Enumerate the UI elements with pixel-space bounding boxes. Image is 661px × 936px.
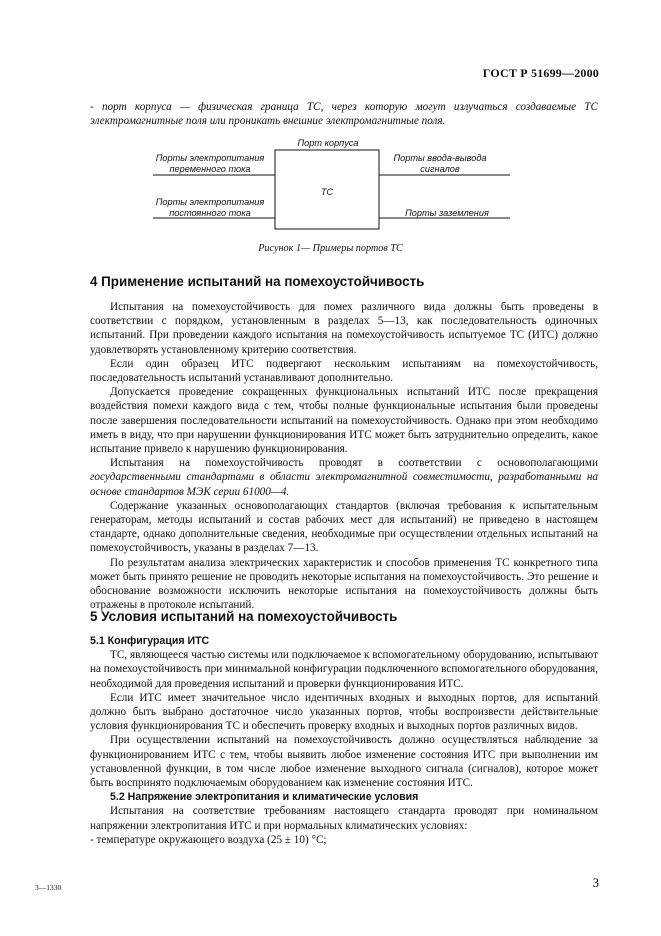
enclosure-port-label: Порт корпуса: [297, 138, 359, 148]
signal-port-label-line1: Порты ввода-вывода: [393, 153, 487, 163]
section-4-paragraph: Содержание указанных основополагающих стандартов (включая требования к испытательным генераторам, методы испытаний и состав рабочих мест для испытаний) не приведено в настоящем стандарте, однако дополнительные сведения, необходимые при осуществлении отдельных испытаний на помехоустойчивость, указаны в разделах 7—13.: [90, 499, 598, 555]
dc-power-label-line1: Порты электропитания: [155, 197, 265, 207]
box-label: ТС: [320, 187, 334, 197]
section-5-paragraph: ТС, являющееся частью системы или подключаемое к вспомогательному оборудованию, испытывают на помехоустойчивость при минимальной конфигурации подключенного вспомогательного оборудования, необходимой для проведения испытаний и проверки функционирования ИТС.: [90, 649, 598, 690]
figure-caption: Рисунок 1— Примеры портов ТС: [258, 243, 403, 254]
section-5-title: 5 Условия испытаний на помехоустойчивость: [90, 609, 398, 624]
section-5-paragraph: При осуществлении испытаний на помехоустойчивость должно осуществляться наблюдение за функционированием ИТС с тем, чтобы выявить любое изменение состояния ИТС при выполнении им установленной функции, в том числе любое изменение выходного сигнала (сигналов), которое может быть воспринято подключаемым оборудованием как изменение состояния ИТС.: [90, 734, 598, 790]
section-4-p4-text: Испытания на помехоустойчивость проводят в соответствии с основополагающими: [110, 457, 598, 470]
section-5-body: [90, 634, 598, 847]
document-header: ГОСТ Р 51699—2000: [482, 66, 599, 80]
section-4-heading: [90, 274, 424, 289]
ports-diagram: [0, 130, 661, 240]
dc-power-label-line2: постоянного тока: [169, 208, 251, 218]
ac-power-label-line2: переменного тока: [169, 164, 251, 174]
section-4-paragraph: Если один образец ИТС подвергают нескольким испытаниям на помехоустойчивость, последовательность испытаний устанавливают дополнительно.: [90, 357, 598, 385]
enclosure-port-definition: - порт корпуса — физическая граница ТС, через которую могут излучаться создаваемые ТС электромагнитные поля или проникать внешние электромагнитные поля.: [90, 101, 598, 128]
section-4-paragraph: [90, 456, 598, 499]
earth-port-label: Порты заземления: [405, 208, 489, 218]
page-number: 3: [592, 876, 599, 890]
section-4-paragraph: Допускается проведение сокращенных функциональных испытаний ИТС после прекращения воздействия помехи каждого вида с тем, чтобы полные функциональные испытания были проведены после завершения последовательности испытаний на помехоустойчивость. Однако при этом необходимо иметь в виду, что при нарушении функционирования ИТС может быть затруднительно определить, какое испытание привело к нарушению функционирования.: [90, 386, 598, 456]
section-5-heading: [90, 609, 397, 624]
signal-port-label-line2: сигналов: [420, 164, 460, 174]
section-4-p4-italic: государственными стандартами в области электромагнитной совместимости, разработанными на основе стандартов МЭК серии 61000—4.: [90, 471, 598, 498]
section-4-body: [90, 300, 598, 612]
subsection-5-2-title: 5.2 Напряжение электропитания и климатические условия: [110, 791, 419, 804]
print-code: 3—1330: [35, 883, 62, 892]
section-4-title: 4 Применение испытаний на помехоустойчивость: [90, 274, 425, 289]
section-5-list-item: - температуре окружающего воздуха (25 ± 10) °С;: [90, 833, 327, 846]
section-5-paragraph: Если ИТС имеет значительное число идентичных входных и выходных портов, для испытаний должно быть выбрано достаточное число указанных портов, чтобы воспроизвести действительные условия функционирования ТС и обеспечить проверку входных и выходных портов различных видов.: [90, 691, 598, 733]
section-4-paragraph: Испытания на помехоустойчивость для помех различного вида должны быть проведены в соответствии с порядком, установленным в разделах 5—13, как последовательность одиночных испытаний. При проведении каждого испытания на помехоустойчивость испытуемое ТС (ИТС) должно удовлетворять установленному критерию соответствия.: [90, 301, 598, 356]
ac-power-label-line1: Порты электропитания: [155, 153, 265, 163]
section-4-paragraph: По результатам анализа электрических характеристик и способов применения ТС конкретного типа может быть принято решение не проводить некоторые испытания на помехоустойчивость. Это решение и обоснование возможности исключить некоторые испытания на помехоустойчивость должны быть отражены в протоколе испытаний.: [90, 556, 598, 612]
section-5-paragraph: Испытания на соответствие требованиям настоящего стандарта проводят при номинальном напряжении электропитания ИТС и при нормальных климатических условиях:: [90, 805, 598, 832]
subsection-5-1-title: 5.1 Конфигурация ИТС: [90, 635, 210, 647]
